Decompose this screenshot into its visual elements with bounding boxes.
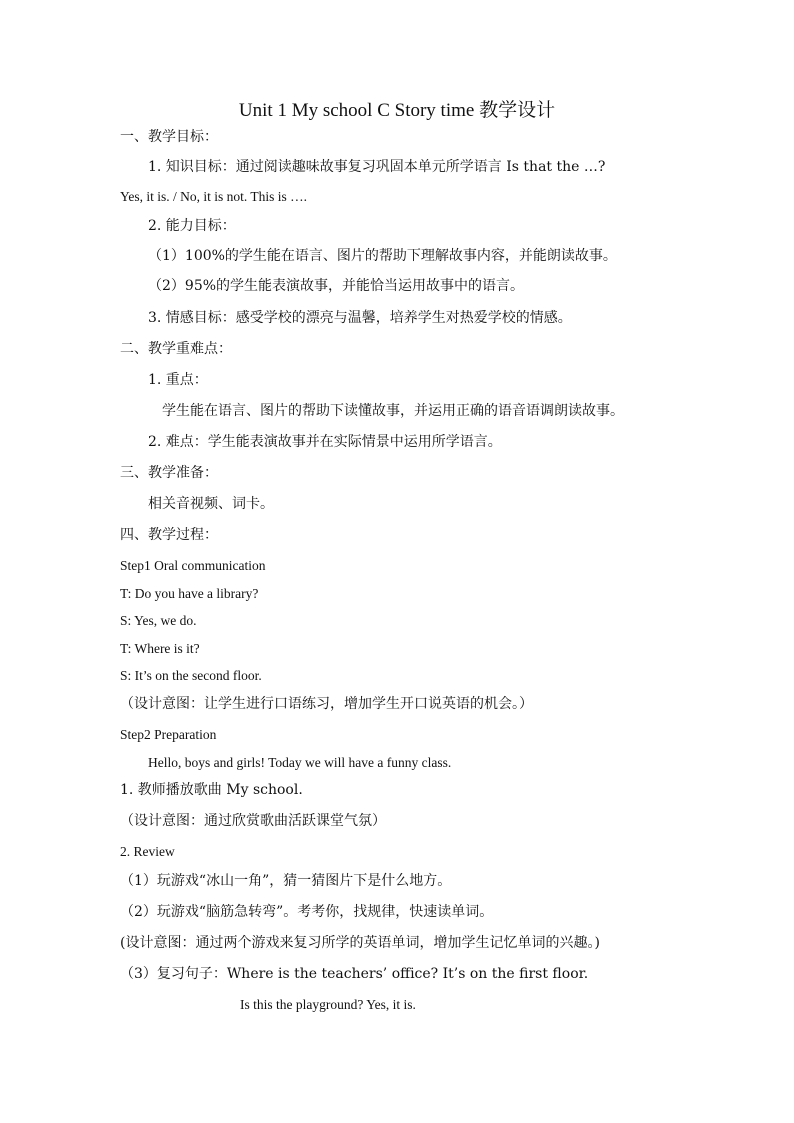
- design-intent-note: （设计意图：通过欣赏歌曲活跃课堂气氛）: [120, 813, 386, 829]
- difficulty-point: 2. 难点：学生能表演故事并在实际情景中运用所学语言。: [148, 434, 502, 450]
- dialogue-line: S: Yes, we do.: [120, 613, 197, 628]
- step2-heading: Step2 Preparation: [120, 727, 217, 742]
- dialogue-line: T: Do you have a library?: [120, 586, 259, 601]
- review-sentences: （3）复习句子：Where is the teachers’ office? It’s on the first floor.: [120, 966, 589, 982]
- design-intent-note: (设计意图：通过两个游戏来复习所学的英语单词，增加学生记忆单词的兴趣。): [120, 935, 600, 951]
- section-heading-preparation: 三、教学准备：: [120, 465, 218, 481]
- song-step: 1. 教师播放歌曲 My school.: [120, 782, 303, 798]
- section-heading-objectives: 一、教学目标：: [120, 129, 218, 145]
- greeting-line: Hello, boys and girls! Today we will have a funny class.: [148, 755, 452, 770]
- emotion-objective: 3. 情感目标：感受学校的漂亮与温馨，培养学生对热爱学校的情感。: [148, 310, 572, 326]
- preparation-materials: 相关音视频、词卡。: [148, 496, 274, 512]
- design-intent-note: （设计意图：让学生进行口语练习，增加学生开口说英语的机会。）: [120, 696, 533, 712]
- step1-heading: Step1 Oral communication: [120, 558, 266, 573]
- section-heading-key-points: 二、教学重难点：: [120, 341, 232, 357]
- knowledge-objective: 1. 知识目标：通过阅读趣味故事复习巩固本单元所学语言 Is that the …?: [148, 159, 606, 175]
- ability-objective-2: （2）95%的学生能表演故事，并能恰当运用故事中的语言。: [148, 278, 525, 294]
- review-sentences-continued: Is this the playground? Yes, it is.: [240, 997, 416, 1012]
- section-heading-process: 四、教学过程：: [120, 527, 218, 543]
- knowledge-objective-continued: Yes, it is. / No, it is not. This is ….: [120, 189, 308, 204]
- document-title: Unit 1 My school C Story time 教学设计: [238, 100, 556, 121]
- ability-objective-heading: 2. 能力目标：: [148, 218, 236, 234]
- review-heading: 2. Review: [120, 844, 175, 859]
- review-game-1: （1）玩游戏“冰山一角”，猜一猜图片下是什么地方。: [120, 873, 452, 889]
- dialogue-line: S: It’s on the second floor.: [120, 668, 262, 683]
- key-point-heading: 1. 重点：: [148, 372, 208, 388]
- key-point-text: 学生能在语言、图片的帮助下读懂故事，并运用正确的语音语调朗读故事。: [162, 403, 624, 419]
- ability-objective-1: （1）100%的学生能在语言、图片的帮助下理解故事内容，并能朗读故事。: [148, 248, 617, 264]
- dialogue-line: T: Where is it?: [120, 641, 200, 656]
- review-game-2: （2）玩游戏“脑筋急转弯”。考考你，找规律，快速读单词。: [120, 904, 494, 920]
